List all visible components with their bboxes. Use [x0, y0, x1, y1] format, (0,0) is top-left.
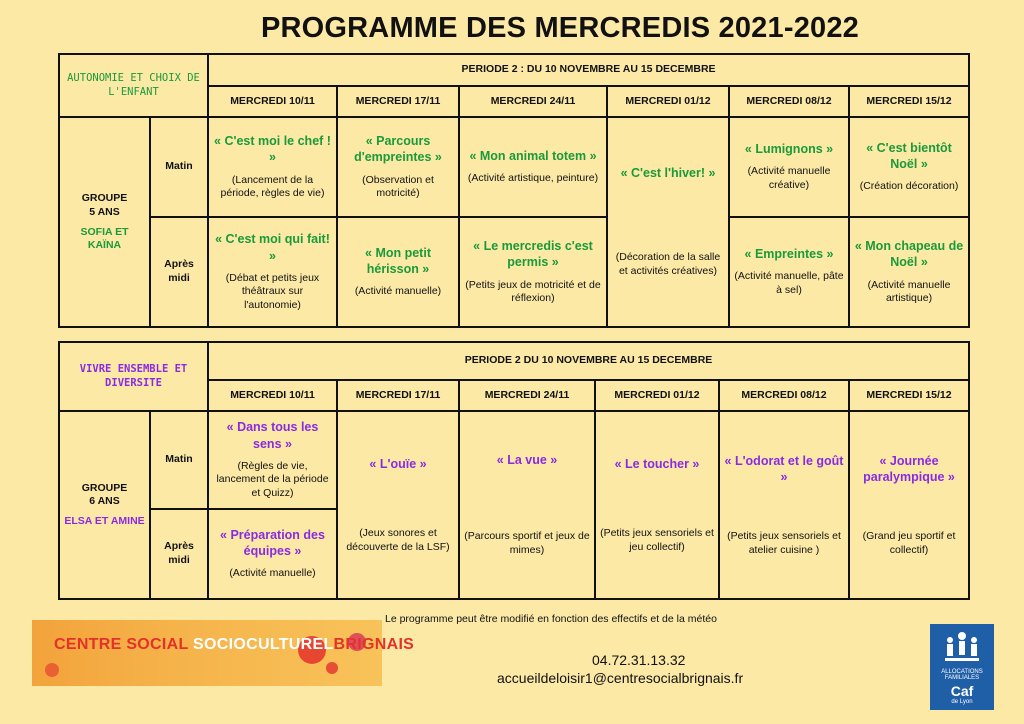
activity-title: « Le mercredis c'est permis » [473, 239, 593, 270]
activity-title: « Empreintes » [744, 247, 834, 262]
activity-title: « L'ouïe » [369, 456, 427, 471]
activity-desc: (Grand jeu sportif et collectif) [862, 530, 956, 556]
activity-cell [849, 217, 969, 327]
period-header: PERIODE 2 : DU 10 NOVEMBRE AU 15 DECEMBRE [208, 54, 969, 86]
group-names: SOFIA ET KAÏNA [80, 225, 129, 251]
group-names: ELSA ET AMINE [64, 515, 145, 528]
activity-cell [459, 217, 607, 327]
theme-label: VIVRE ENSEMBLE ET DIVERSITE [59, 342, 208, 411]
activity-cell [729, 217, 849, 327]
activity-cell [337, 217, 459, 327]
day-header: MERCREDI 24/11 [459, 86, 607, 117]
activity-title: « Dans tous les sens » [226, 420, 319, 451]
activity-desc: (Débat et petits jeux théâtraux sur l'autonomie) [225, 271, 320, 312]
activity-title: « Le toucher » [614, 456, 700, 471]
centre-social-logo [32, 620, 415, 686]
day-header: MERCREDI 08/12 [729, 86, 849, 117]
disclaimer-note: Le programme peut être modifié en fonction des effectifs et de la météo [385, 613, 717, 625]
activity-cell [459, 117, 607, 217]
caf-name: Caf [950, 682, 974, 699]
caf-logo [930, 624, 994, 710]
activity-title: « Mon chapeau de Noël » [854, 239, 964, 270]
activity-cell [337, 117, 459, 217]
activity-cell [208, 117, 337, 217]
activity-title: « Préparation des équipes » [220, 527, 325, 559]
activity-desc: (Activité manuelle) [229, 567, 316, 580]
activity-cell [459, 411, 595, 599]
activity-title: « Journée paralympique » [863, 453, 955, 484]
activity-desc: (Règles de vie, lancement de la période et Quizz) [216, 459, 329, 500]
activity-desc: (Petits jeux sensoriels et jeu collectif) [600, 526, 714, 553]
group-age: 6 ANS [89, 495, 120, 508]
caf-line-2: FAMILIALES [944, 675, 980, 682]
activity-title: « Lumignons » [744, 142, 834, 157]
activity-cell [729, 117, 849, 217]
group-label: GROUPE [81, 192, 128, 205]
activity-desc: (Jeux sonores et découverte de la LSF) [346, 526, 450, 553]
activity-desc: (Lancement de la période, règles de vie) [220, 173, 325, 200]
activity-title: « C'est l'hiver! » [620, 166, 716, 181]
phone-number: 04.72.31.13.32 [592, 652, 686, 668]
slot-label-apres: Après midi [150, 217, 208, 327]
activity-desc: (Petits jeux de motricité et de réflexion) [465, 278, 601, 305]
day-header: MERCREDI 01/12 [595, 380, 719, 411]
activity-cell [607, 117, 729, 327]
activity-title: « La vue » [496, 453, 558, 468]
activity-desc: (Activité manuelle, pâte à sel) [734, 270, 844, 297]
group-cell [59, 411, 150, 599]
activity-cell [849, 411, 969, 599]
activity-title: « L'odorat et le goût » [724, 453, 844, 484]
logo-text-1: CENTRE SOCIAL [54, 636, 189, 653]
activity-desc: (Activité manuelle artistique) [867, 278, 951, 305]
activity-cell [595, 411, 719, 599]
theme-label: AUTONOMIE ET CHOIX DE L'ENFANT [59, 54, 208, 117]
logo-text-2: SOCIOCULTUREL [188, 636, 334, 653]
activity-desc: (Parcours sportif et jeux de mimes) [464, 530, 590, 557]
day-header: MERCREDI 17/11 [337, 380, 459, 411]
schedule-table-group-2 [58, 341, 970, 600]
group-cell [59, 117, 150, 327]
slot-label-apres: Après midi [150, 509, 208, 599]
activity-title: « C'est moi qui fait! » [215, 232, 330, 263]
day-header: MERCREDI 10/11 [208, 86, 337, 117]
caf-line-1: ALLOCATIONS [941, 668, 983, 675]
schedule-table-group-1 [58, 53, 970, 328]
group-label: GROUPE [81, 481, 128, 494]
activity-cell [208, 509, 337, 599]
activity-desc: (Observation et motricité) [362, 173, 434, 200]
period-header: PERIODE 2 DU 10 NOVEMBRE AU 15 DECEMBRE [208, 342, 969, 380]
day-header: MERCREDI 15/12 [849, 380, 969, 411]
activity-desc: (Activité manuelle) [354, 285, 442, 298]
email-address: accueildeloisir1@centresocialbrignais.fr [497, 670, 744, 686]
activity-desc: (Activité manuelle créative) [747, 165, 831, 192]
activity-desc: (Décoration de la salle et activités créatives) [615, 251, 721, 278]
activity-desc: (Création décoration) [859, 180, 959, 193]
day-header: MERCREDI 08/12 [719, 380, 849, 411]
group-age: 5 ANS [89, 205, 120, 218]
activity-cell [337, 411, 459, 599]
activity-title: « C'est moi le chef ! » [214, 134, 331, 165]
day-header: MERCREDI 10/11 [208, 380, 337, 411]
activity-cell [719, 411, 849, 599]
activity-desc: (Activité artistique, peinture) [467, 172, 599, 185]
activity-title: « Parcours d'empreintes » [354, 134, 442, 165]
day-header: MERCREDI 24/11 [459, 380, 595, 411]
day-header: MERCREDI 17/11 [337, 86, 459, 117]
activity-title: « Mon petit hérisson » [365, 245, 431, 277]
day-header: MERCREDI 01/12 [607, 86, 729, 117]
day-header: MERCREDI 15/12 [849, 86, 969, 117]
family-figures-icon [941, 630, 983, 664]
activity-cell [208, 411, 337, 509]
page-title: PROGRAMME DES MERCREDIS 2021-2022 [260, 12, 860, 44]
activity-title: « C'est bientôt Noël » [866, 140, 952, 172]
activity-title: « Mon animal totem » [469, 149, 597, 164]
activity-cell [208, 217, 337, 327]
activity-cell [849, 117, 969, 217]
activity-desc: (Petits jeux sensoriels et atelier cuisine ) [727, 530, 841, 556]
logo-text-3: BRIGNAIS [333, 636, 415, 653]
caf-place: de Lyon [951, 699, 973, 706]
slot-label-matin: Matin [150, 411, 208, 509]
slot-label-matin: Matin [150, 117, 208, 217]
